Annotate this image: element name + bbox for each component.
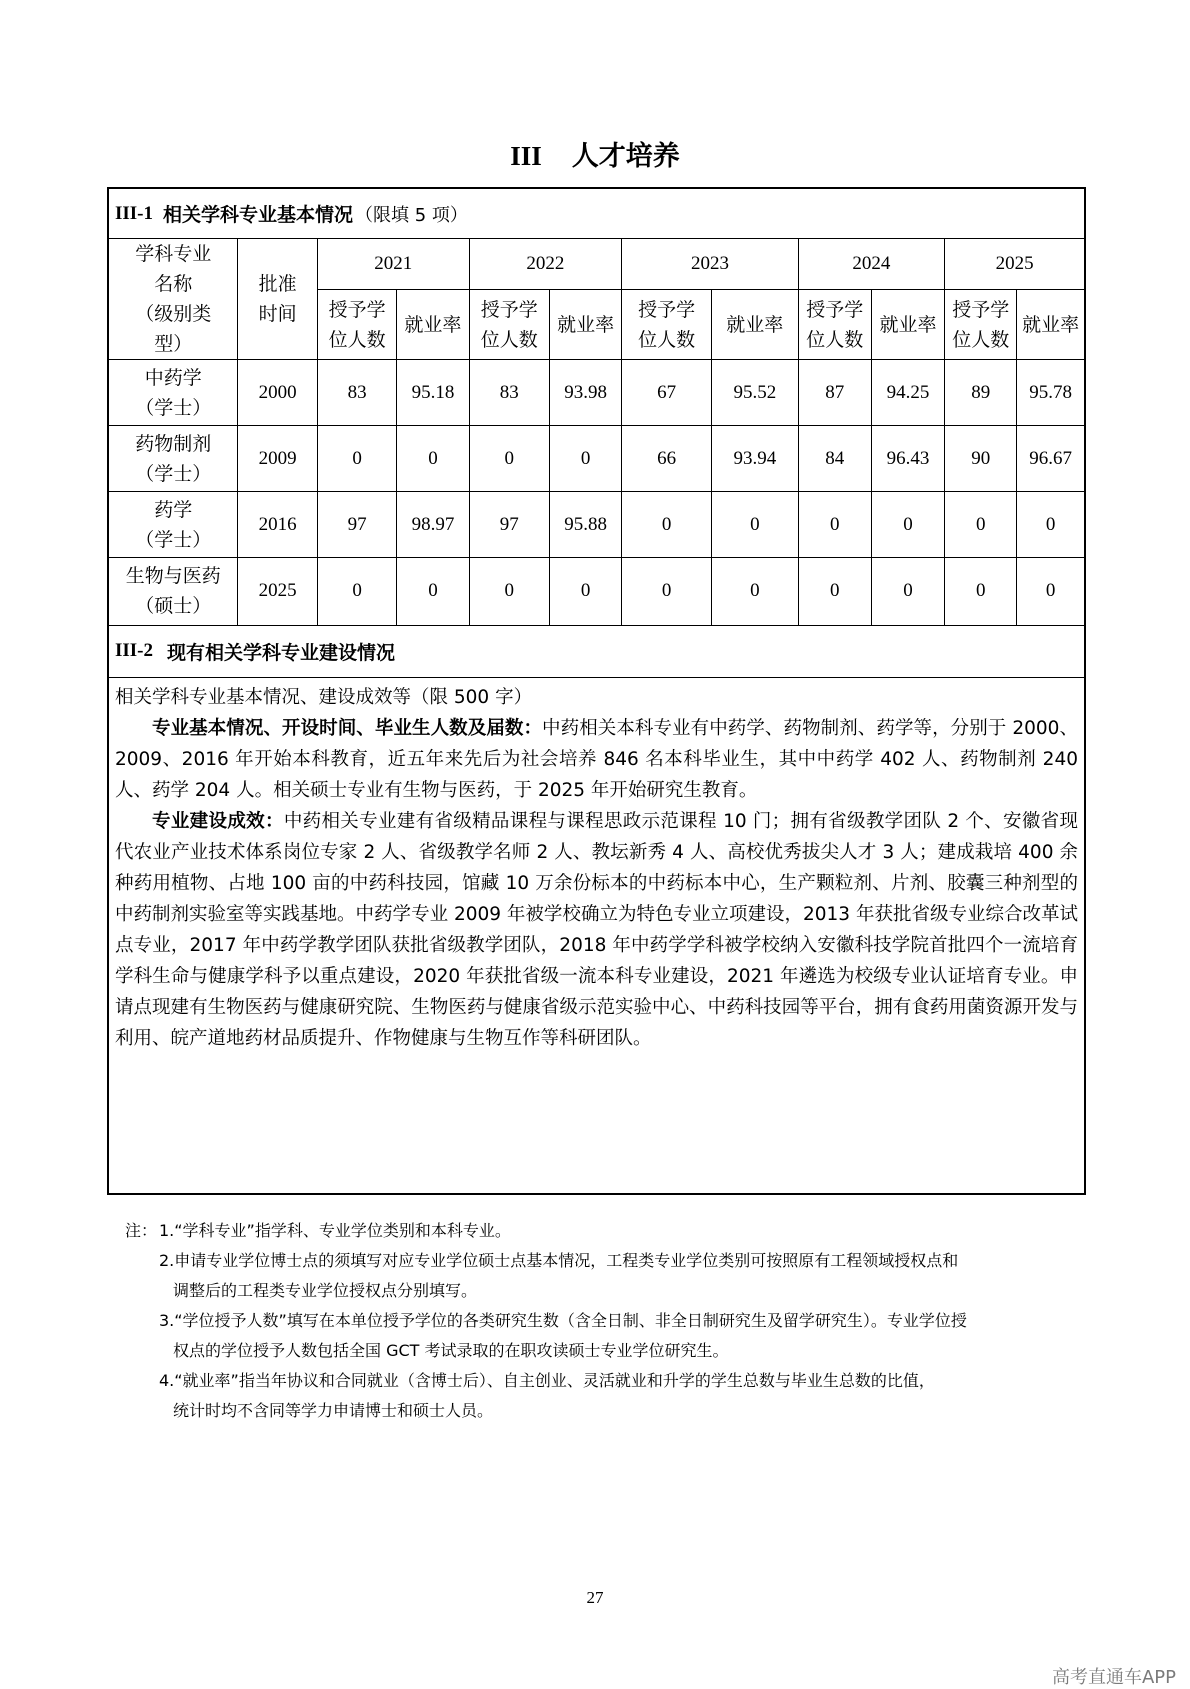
table-header-row-years (109, 239, 1084, 290)
p1-label: 专业基本情况、开设时间、毕业生人数及届数： (152, 717, 543, 739)
cell-value: 0 (1017, 492, 1084, 558)
note-item-continuation: 权点的学位授予人数包括全国 GCT 考试录取的在职攻读硕士专业学位研究生。 (173, 1341, 729, 1360)
cell-value: 0 (798, 558, 871, 625)
row-approval-year: 2000 (238, 360, 317, 426)
row-subject-name: 生物与医药 （硕士） (109, 558, 238, 625)
footnotes (125, 1216, 1085, 1426)
cell-value: 95.78 (1017, 360, 1084, 426)
subcol-degree: 授予学 位人数 (622, 290, 712, 360)
year-header-2023: 2023 (622, 239, 798, 290)
row-subject-name: 药学 （学士） (109, 492, 238, 558)
notes-lead: 注： (125, 1221, 158, 1240)
subcol-rate: 就业率 (1017, 290, 1084, 360)
cell-value: 95.18 (397, 360, 469, 426)
subcol-rate: 就业率 (871, 290, 944, 360)
table-row (109, 426, 1084, 492)
col-header-approval: 批准 时间 (238, 239, 317, 360)
table-row (109, 360, 1084, 426)
subcol-rate: 就业率 (397, 290, 469, 360)
section1-note: （限填 5 项） (355, 204, 468, 226)
subcol-degree: 授予学 位人数 (945, 290, 1017, 360)
subcol-degree: 授予学 位人数 (798, 290, 871, 360)
subcol-rate: 就业率 (711, 290, 798, 360)
cell-value: 87 (798, 360, 871, 426)
cell-value: 0 (945, 558, 1017, 625)
cell-value: 0 (317, 426, 396, 492)
cell-value: 0 (317, 558, 396, 625)
cell-value: 0 (711, 558, 798, 625)
cell-value: 0 (711, 492, 798, 558)
p1-text: 中药相关本科专业有中药学、药物制剂、药学等，分别于 2000、2009、2016 年开始本科教育，近五年来先后为社会培养 846 名本科毕业生，其中中药学 402 人、药物制剂 240 人、药学 204 人。相关硕士专业有生物与医药，于 2025 年开始研究生教育。 (115, 717, 1078, 801)
cell-value: 95.52 (711, 360, 798, 426)
section2-paragraph-1 (115, 713, 1078, 806)
table-row (109, 558, 1084, 625)
cell-value: 97 (317, 492, 396, 558)
note-item: 2. 申请专业学位博士点的须填写对应专业学位硕士点基本情况，工程类专业学位类别可按照原有工程领域授权点和 (159, 1251, 959, 1270)
note-item-continuation: 调整后的工程类专业学位授权点分别填写。 (173, 1281, 478, 1300)
cell-value: 94.25 (871, 360, 944, 426)
cell-value: 98.97 (397, 492, 469, 558)
cell-value: 90 (945, 426, 1017, 492)
watermark-text: 高考直通车APP (1051, 1667, 1176, 1688)
year-header-2022: 2022 (469, 239, 622, 290)
cell-value: 95.88 (550, 492, 622, 558)
cell-value: 0 (397, 426, 469, 492)
row-approval-year: 2025 (238, 558, 317, 625)
page-title (0, 134, 1190, 173)
cell-value: 0 (469, 426, 549, 492)
section2-number: III-2 (115, 640, 154, 661)
note-item: 4. “就业率”指当年协议和合同就业（含博士后）、自主创业、灵活就业和升学的学生总数与毕业生总数的比值， (159, 1371, 935, 1390)
form-frame (107, 187, 1086, 1195)
section1-header (109, 189, 1084, 239)
cell-value: 93.94 (711, 426, 798, 492)
section2-body (109, 678, 1084, 1054)
section2-intro: 相关学科专业基本情况、建设成效等（限 500 字） (115, 686, 533, 708)
page-title-roman: III (510, 141, 542, 171)
cell-value: 0 (945, 492, 1017, 558)
section1-title: 相关学科专业基本情况 (163, 204, 354, 226)
cell-value: 89 (945, 360, 1017, 426)
section2-header (109, 625, 1084, 678)
note-item-continuation: 统计时均不含同等学力申请博士和硕士人员。 (173, 1401, 494, 1420)
section2-title: 现有相关学科专业建设情况 (167, 641, 396, 664)
col-header-subject: 学科专业 名称 （级别类 型） (109, 239, 238, 360)
cell-value: 93.98 (550, 360, 622, 426)
subcol-rate: 就业率 (550, 290, 622, 360)
cell-value: 97 (469, 492, 549, 558)
cell-value: 0 (1017, 558, 1084, 625)
cell-value: 0 (622, 492, 712, 558)
subcol-degree: 授予学 位人数 (469, 290, 549, 360)
discipline-table (109, 239, 1084, 625)
table-row (109, 492, 1084, 558)
page-number: 27 (586, 1588, 604, 1607)
cell-value: 66 (622, 426, 712, 492)
row-approval-year: 2016 (238, 492, 317, 558)
page-title-text: 人才培养 (571, 141, 680, 172)
cell-value: 0 (550, 426, 622, 492)
note-item: 注： 1. “学科专业”指学科、专业学位类别和本科专业。 (125, 1216, 1085, 1246)
cell-value: 0 (798, 492, 871, 558)
cell-value: 0 (397, 558, 469, 625)
section2-paragraph-2 (115, 806, 1078, 1054)
p2-label: 专业建设成效： (152, 810, 284, 832)
cell-value: 67 (622, 360, 712, 426)
p2-text: 中药相关专业建有省级精品课程与课程思政示范课程 10 门；拥有省级教学团队 2 个、安徽省现代农业产业技术体系岗位专家 2 人、省级教学名师 2 人、教坛新秀 4 人、高校优秀拔尖人才 3 人；建成栽培 400 余种药用植物、占地 100 亩的中药科技园，馆藏 10 万余份标本的中药标本中心，生产颗粒剂、片剂、胶囊三种剂型的中药制剂实验室等实践基地。中药学专业 2009 年被学校确立为特色专业立项建设，2013 年获批省级专业综合改革试点专业，2017 年中药学教学团队获批省级教学团队，2018 年中药学学科被学校纳入安徽科技学院首批四个一流培育学科生命与健康学科予以重点建设，2020 年获批省级一流本科专业建设，2021 年遴选为校级专业认证培育专业。申请点现建有生物医药与健康研究院、生物医药与健康省级示范实验中心、中药科技园等平台，拥有食药用菌资源开发与利用、皖产道地药材品质提升、作物健康与生物互作等科研团队。 (115, 810, 1078, 1049)
row-subject-name: 药物制剂 （学士） (109, 426, 238, 492)
cell-value: 96.67 (1017, 426, 1084, 492)
cell-value: 0 (871, 492, 944, 558)
subcol-degree: 授予学 位人数 (317, 290, 396, 360)
cell-value: 84 (798, 426, 871, 492)
cell-value: 83 (469, 360, 549, 426)
section1-number: III-1 (115, 202, 154, 224)
year-header-2024: 2024 (798, 239, 945, 290)
cell-value: 0 (469, 558, 549, 625)
cell-value: 0 (550, 558, 622, 625)
cell-value: 0 (622, 558, 712, 625)
year-header-2021: 2021 (317, 239, 469, 290)
cell-value: 96.43 (871, 426, 944, 492)
cell-value: 83 (317, 360, 396, 426)
cell-value: 0 (871, 558, 944, 625)
year-header-2025: 2025 (945, 239, 1084, 290)
note-item: 3. “学位授予人数”填写在本单位授予学位的各类研究生数（含全日制、非全日制研究生及留学研究生）。专业学位授 (159, 1311, 967, 1330)
row-approval-year: 2009 (238, 426, 317, 492)
row-subject-name: 中药学 （学士） (109, 360, 238, 426)
